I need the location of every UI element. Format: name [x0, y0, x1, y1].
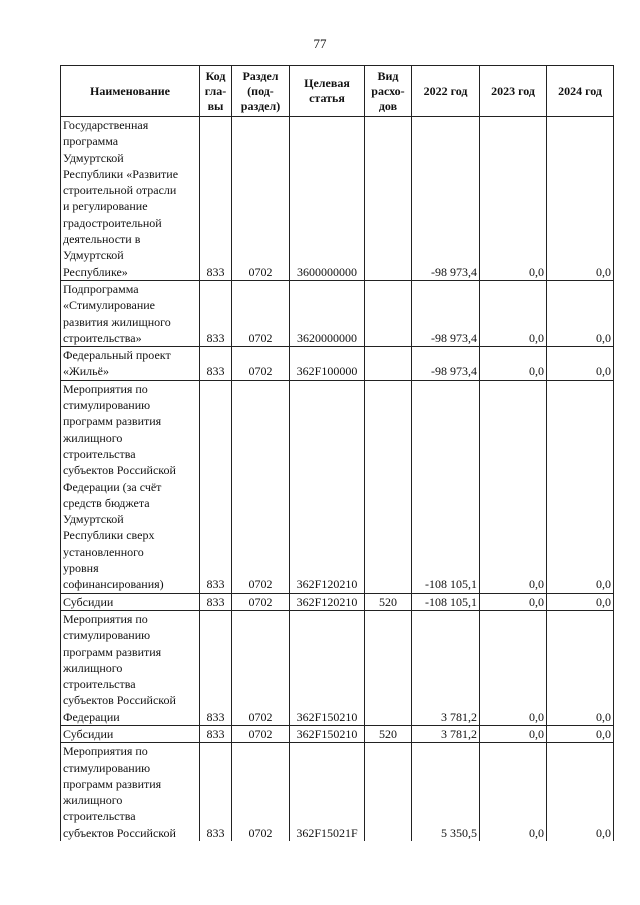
cell-2022: 3 781,2 [412, 725, 480, 742]
cell-2024: 0,0 [547, 280, 614, 346]
cell-target: 3600000000 [290, 117, 365, 281]
cell-target: 362F100000 [290, 347, 365, 381]
cell-section: 0702 [232, 380, 290, 593]
cell-target: 362F120210 [290, 593, 365, 610]
cell-2024: 0,0 [547, 610, 614, 725]
col-header-2024: 2024 год [547, 66, 614, 117]
col-header-name: Наименование [61, 66, 200, 117]
cell-code: 833 [200, 117, 232, 281]
table-row [61, 725, 614, 742]
cell-code: 833 [200, 743, 232, 841]
cell-2022: -98 973,4 [412, 280, 480, 346]
page-number: 77 [313, 36, 327, 51]
cell-section: 0702 [232, 117, 290, 281]
table-row [61, 380, 614, 593]
cell-code: 833 [200, 380, 232, 593]
cell-2023: 0,0 [480, 743, 547, 841]
cell-name: Федеральный проект «Жильё» [61, 347, 200, 381]
cell-2023: 0,0 [480, 117, 547, 281]
cell-2024: 0,0 [547, 117, 614, 281]
cell-2023: 0,0 [480, 725, 547, 742]
cell-2023: 0,0 [480, 347, 547, 381]
cell-2023: 0,0 [480, 280, 547, 346]
table-body [61, 117, 614, 842]
col-header-2023: 2023 год [480, 66, 547, 117]
cell-exp-type [365, 743, 412, 841]
cell-name: Мероприятия по стимулированию программ развития жилищного строительства субъектов Российской Федерации (за счёт средств бюджета Удмуртской Республики сверх установленного уровня софинансирования) [61, 380, 200, 593]
col-header-section: Раздел (под- раздел) [232, 66, 290, 117]
cell-target: 3620000000 [290, 280, 365, 346]
cell-exp-type [365, 380, 412, 593]
cell-2023: 0,0 [480, 610, 547, 725]
cell-code: 833 [200, 593, 232, 610]
table-row [61, 593, 614, 610]
cell-2022: -98 973,4 [412, 117, 480, 281]
col-header-code: Код гла- вы [200, 66, 232, 117]
cell-name: Субсидии [61, 593, 200, 610]
cell-target: 362F150210 [290, 610, 365, 725]
cell-exp-type [365, 610, 412, 725]
cell-code: 833 [200, 347, 232, 381]
col-header-target: Целевая статья [290, 66, 365, 117]
cell-section: 0702 [232, 280, 290, 346]
cell-2024: 0,0 [547, 725, 614, 742]
cell-exp-type: 520 [365, 593, 412, 610]
cell-name: Субсидии [61, 725, 200, 742]
cell-2022: -108 105,1 [412, 593, 480, 610]
col-header-exp-type: Вид расхо- дов [365, 66, 412, 117]
cell-2024: 0,0 [547, 380, 614, 593]
cell-section: 0702 [232, 347, 290, 381]
cell-code: 833 [200, 280, 232, 346]
cell-target: 362F150210 [290, 725, 365, 742]
cell-name: Государственная программа Удмуртской Республики «Развитие строительной отрасли и регулирование градостроительной деятельности в Удмуртской Республике» [61, 117, 200, 281]
table-row [61, 610, 614, 725]
cell-name: Подпрограмма «Стимулирование развития жилищного строительства» [61, 280, 200, 346]
cell-code: 833 [200, 610, 232, 725]
table-row [61, 117, 614, 281]
cell-target: 362F120210 [290, 380, 365, 593]
col-header-2022: 2022 год [412, 66, 480, 117]
cell-2023: 0,0 [480, 380, 547, 593]
cell-exp-type [365, 347, 412, 381]
cell-exp-type [365, 117, 412, 281]
table-row [61, 347, 614, 381]
table-row [61, 280, 614, 346]
cell-2024: 0,0 [547, 347, 614, 381]
cell-2023: 0,0 [480, 593, 547, 610]
cell-2022: -108 105,1 [412, 380, 480, 593]
cell-2024: 0,0 [547, 593, 614, 610]
cell-2024: 0,0 [547, 743, 614, 841]
cell-exp-type [365, 280, 412, 346]
cell-code: 833 [200, 725, 232, 742]
cell-section: 0702 [232, 593, 290, 610]
table-row [61, 743, 614, 841]
cell-target: 362F15021F [290, 743, 365, 841]
cell-section: 0702 [232, 610, 290, 725]
cell-exp-type: 520 [365, 725, 412, 742]
header-row [61, 66, 614, 117]
cell-2022: -98 973,4 [412, 347, 480, 381]
cell-section: 0702 [232, 725, 290, 742]
cell-name: Мероприятия по стимулированию программ развития жилищного строительства субъектов Российской [61, 743, 200, 841]
cell-name: Мероприятия по стимулированию программ развития жилищного строительства субъектов Российской Федерации [61, 610, 200, 725]
cell-2022: 3 781,2 [412, 610, 480, 725]
cell-2022: 5 350,5 [412, 743, 480, 841]
cell-section: 0702 [232, 743, 290, 841]
budget-table [60, 65, 614, 841]
